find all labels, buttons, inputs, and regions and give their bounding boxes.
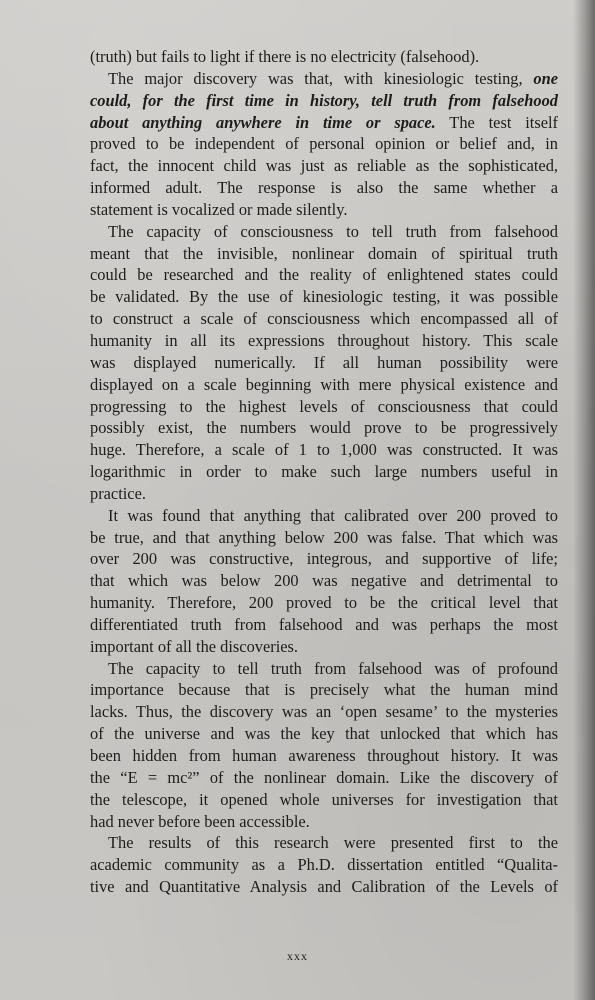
text-line <box>90 68 558 90</box>
text-line: proved to be independent of personal opinion or belief and, in <box>90 134 558 154</box>
text-line <box>90 112 558 134</box>
text-line: be true, and that anything below 200 was false. That which was <box>90 527 558 547</box>
text-line: academic community as a Ph.D. dissertation entitled “Qualita- <box>90 855 558 875</box>
text-line: (truth) but fails to light if there is no electricity (falsehood). <box>90 47 480 66</box>
emphasis-text: could, for the first time in history, tell truth from falsehood <box>90 90 558 110</box>
text-line: over 200 was constructive, integrous, and supportive of life; <box>90 549 558 569</box>
text-segment: The test itself <box>435 112 558 132</box>
text-line: that which was below 200 was negative and detrimental to <box>90 571 558 591</box>
text-line: to construct a scale of consciousness which encompassed all of <box>90 309 558 329</box>
text-line: differentiated truth from falsehood and was perhaps the most <box>90 614 558 634</box>
text-line: practice. <box>90 483 146 503</box>
emphasis-text: about anything anywhere in time or space. <box>90 112 436 132</box>
text-line: of the universe and was the key that unlocked that which has <box>90 724 558 744</box>
body-text <box>90 46 558 898</box>
text-line: It was found that anything that calibrated over 200 proved to <box>108 505 558 525</box>
text-line: was displayed numerically. If all human possibility were <box>90 352 558 372</box>
text-line: The capacity of consciousness to tell truth from falsehood <box>108 221 558 241</box>
page-number: xxx <box>287 949 308 963</box>
text-line: progressing to the highest levels of consciousness that could <box>90 396 558 416</box>
text-line: humanity in all its expressions throughout history. This scale <box>90 330 558 350</box>
text-line: logarithmic in order to make such large numbers useful in <box>90 462 558 482</box>
text-line: informed adult. The response is also the same whether a <box>90 178 558 198</box>
text-line: the “E = mc²” of the nonlinear domain. Like the discovery of <box>90 767 558 787</box>
text-line: possibly exist, the numbers would prove to be progressively <box>90 418 558 438</box>
text-line: be validated. By the use of kinesiologic testing, it was possible <box>90 287 558 307</box>
text-line: been hidden from human awareness throughout history. It was <box>90 746 558 765</box>
text-line: fact, the innocent child was just as reliable as the sophisticated, <box>90 156 558 176</box>
text-line: The results of this research were presented first to the <box>108 833 558 853</box>
text-line <box>90 90 558 112</box>
text-line: huge. Therefore, a scale of 1 to 1,000 was constructed. It was <box>90 440 558 460</box>
text-line: had never before been accessible. <box>90 811 310 831</box>
text-line: humanity. Therefore, 200 proved to be the critical level that <box>90 593 558 613</box>
text-line: meant that the invisible, nonlinear domain of spiritual truth <box>90 243 558 263</box>
text-line: the telescope, it opened whole universes for investigation that <box>90 789 558 809</box>
text-line: lacks. Thus, the discovery was an ‘open sesame’ to the mysteries <box>90 702 558 722</box>
emphasis-text: one <box>533 68 558 88</box>
text-line: The capacity to tell truth from falsehood was of profound <box>108 658 558 678</box>
text-line: importance because that is precisely what the human mind <box>90 680 558 700</box>
text-line: displayed on a scale beginning with mere physical existence and <box>90 374 558 394</box>
text-line: could be researched and the reality of enlightened states could <box>90 265 558 285</box>
text-line: tive and Quantitative Analysis and Calibration of the Levels of <box>90 877 558 897</box>
text-segment: The major discovery was that, with kinesiologic testing, <box>108 68 534 88</box>
page-binding-shadow <box>573 0 595 1000</box>
text-line: statement is vocalized or made silently. <box>90 199 348 219</box>
text-line: important of all the discoveries. <box>90 636 299 656</box>
